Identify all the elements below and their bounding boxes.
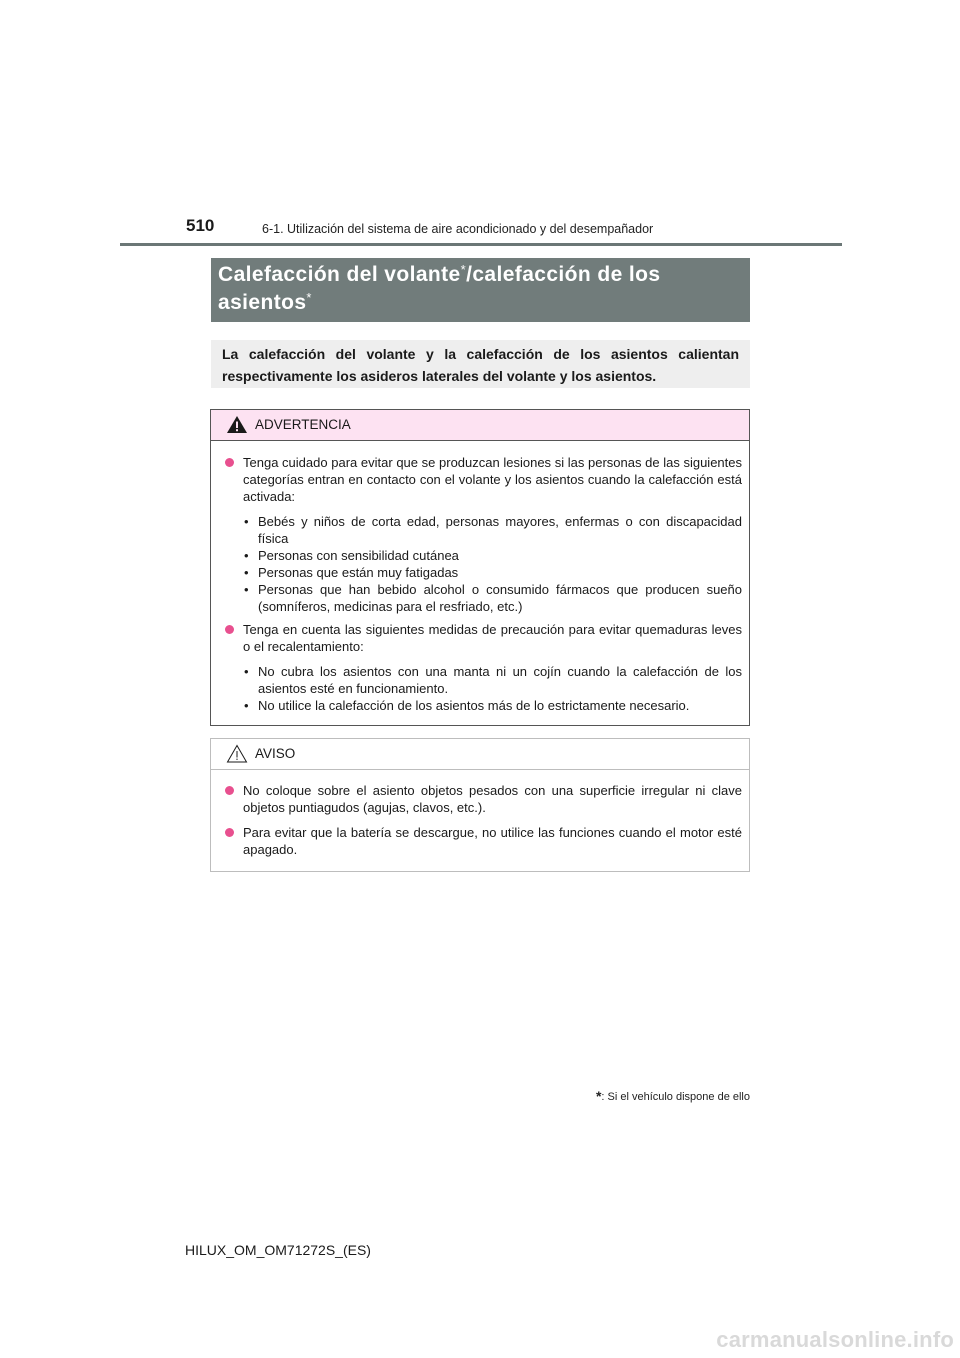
watermark: carmanualsonline.info <box>716 1327 954 1352</box>
title-asterisk-2: * <box>306 290 312 305</box>
warning-sublist <box>243 513 742 615</box>
intro-box <box>211 340 750 388</box>
warning-subitem-text: No cubra los asientos con una manta ni un cojín cuando la calefacción de los asientos esté en funcionamiento. <box>258 664 742 696</box>
notice-item-text: Para evitar que la batería se descargue, no utilice las funciones cuando el motor esté apagado. <box>243 825 742 857</box>
warning-subitem-text: Personas que han bebido alcohol o consumido fármacos que producen sueño (somníferos, medicinas para el resfriado, etc.) <box>258 582 742 614</box>
warning-subitem: • Personas que están muy fatigadas <box>244 565 459 580</box>
warning-subitem-text: Bebés y niños de corta edad, personas mayores, enfermas o con discapacidad física <box>258 514 742 546</box>
warning-header <box>211 410 749 441</box>
document-id: HILUX_OM_OM71272S_(ES) <box>185 1242 371 1258</box>
warning-item-text: Tenga en cuenta las siguientes medidas de precaución para evitar quemaduras leves o el recalentamiento: <box>243 622 742 654</box>
notice-item <box>223 824 742 858</box>
bullet-dot-icon <box>225 828 234 837</box>
footnote-text: : Si el vehículo dispone de ello <box>601 1091 750 1103</box>
notice-label: AVISO <box>255 746 296 761</box>
warning-item <box>223 621 742 655</box>
notice-item-text: No coloque sobre el asiento objetos pesados con una superficie irregular ni clave objetos puntiagudos (agujas, clavos, etc.). <box>243 783 742 815</box>
page-number: 510 <box>186 216 215 235</box>
notice-item <box>223 782 742 816</box>
page-title <box>218 261 742 317</box>
warning-subitem: • No cubra los asientos con una manta ni un cojín cuando la calefacción de los asientos esté en funcionamiento. <box>244 664 742 696</box>
bullet-dot-icon <box>225 458 234 467</box>
bullet-dot-icon <box>225 625 234 634</box>
title-part-1: Calefacción del volante <box>218 263 461 286</box>
bullet-dot-icon <box>225 786 234 795</box>
warning-subitem-text: Personas con sensibilidad cutánea <box>258 548 459 563</box>
notice-header <box>211 739 749 770</box>
warning-body <box>211 441 749 714</box>
warning-triangle-icon <box>226 415 248 434</box>
warning-subitem: • Personas con sensibilidad cutánea <box>244 548 459 563</box>
title-part-2: /calefacción de los <box>466 263 661 286</box>
warning-subitem-text: No utilice la calefacción de los asientos más de lo estrictamente necesario. <box>258 698 690 713</box>
title-asterisk-1: * <box>460 262 467 277</box>
header-rule <box>120 243 842 246</box>
caution-triangle-outline-icon <box>226 744 248 763</box>
warning-item-text: Tenga cuidado para evitar que se produzcan lesiones si las personas de las siguientes categorías entran en contacto con el volante y los asientos cuando la calefacción está activada: <box>243 455 742 504</box>
warning-sublist <box>243 663 742 714</box>
title-bar <box>211 258 750 322</box>
warning-subitem-text: Personas que están muy fatigadas <box>258 565 459 580</box>
notice-box <box>210 738 750 872</box>
warning-subitem: • No utilice la calefacción de los asientos más de lo estrictamente necesario. <box>244 698 690 713</box>
warning-box <box>210 409 750 726</box>
warning-subitem: • Bebés y niños de corta edad, personas mayores, enfermas o con discapacidad física <box>244 514 742 546</box>
warning-label: ADVERTENCIA <box>255 417 351 432</box>
notice-body <box>211 770 749 858</box>
warning-subitem: • Personas que han bebido alcohol o consumido fármacos que producen sueño (somníferos, medicinas para el resfriado, etc.) <box>244 582 742 614</box>
intro-text: La calefacción del volante y la calefacción de los asientos calientan respectivamente los asideros laterales del volante y los asientos. <box>222 346 739 384</box>
title-part-3: asientos <box>218 291 307 314</box>
warning-item <box>223 454 742 505</box>
section-heading: 6-1. Utilización del sistema de aire acondicionado y del desempañador <box>262 222 654 236</box>
footnote <box>596 1088 750 1104</box>
footnote-asterisk: * <box>595 1088 602 1104</box>
